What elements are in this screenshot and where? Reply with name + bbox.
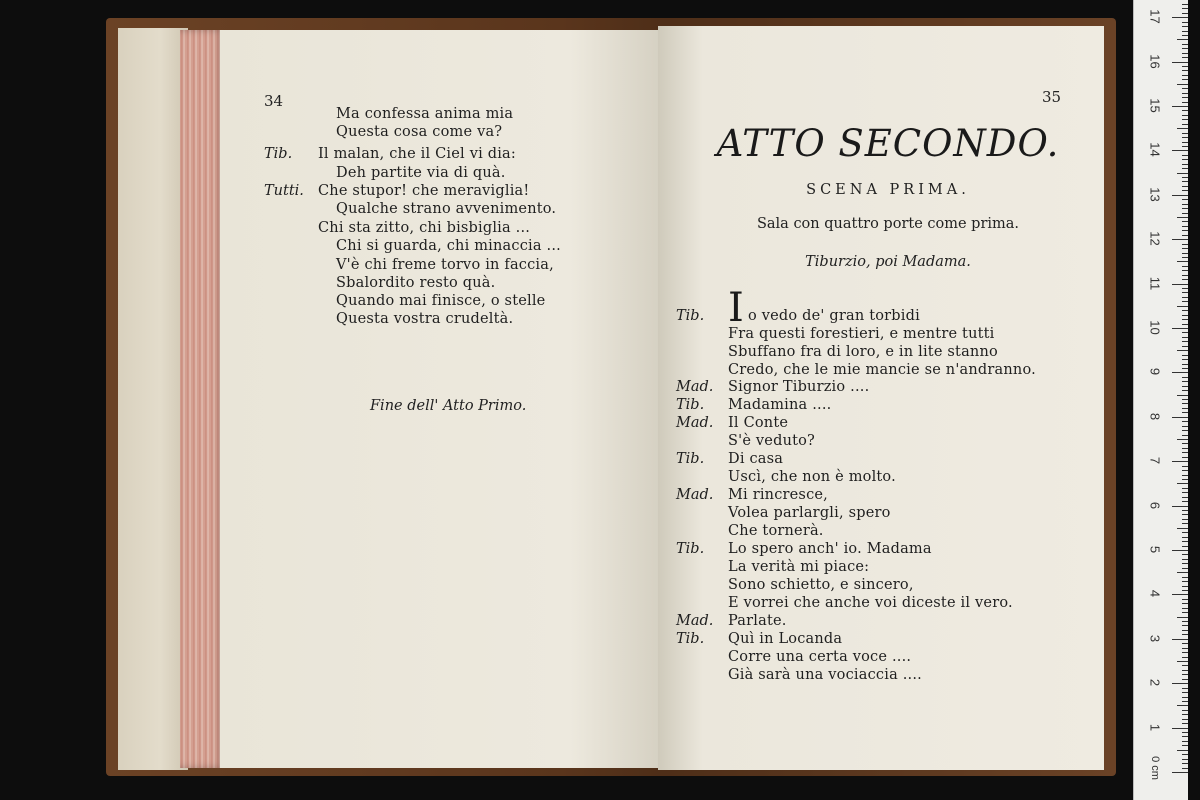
verse-line: Chi si guarda, chi minaccia ... — [336, 238, 561, 254]
left-page — [220, 30, 658, 768]
ruler-tick — [1182, 133, 1188, 134]
ruler-tick — [1172, 62, 1188, 63]
speaker: Tutti. — [264, 183, 304, 199]
ruler-tick — [1182, 559, 1188, 560]
ruler-tick — [1177, 750, 1188, 751]
ruler-tick — [1177, 173, 1188, 174]
verse-line: Sono schietto, e sincero, — [728, 577, 914, 593]
ruler-tick — [1182, 519, 1188, 520]
ruler-tick — [1182, 412, 1188, 413]
ruler-tick — [1182, 377, 1188, 378]
ruler-tick — [1172, 506, 1188, 507]
ruler-tick — [1182, 97, 1188, 98]
ruler-tick — [1182, 230, 1188, 231]
measuring-ruler — [1133, 0, 1188, 800]
ruler-tick — [1182, 643, 1188, 644]
ruler-tick — [1182, 244, 1188, 245]
verse-line: Sbalordito resto quà. — [336, 275, 496, 291]
ruler-tick — [1182, 665, 1188, 666]
ruler-tick — [1182, 763, 1188, 764]
ruler-tick — [1182, 137, 1188, 138]
ruler-tick — [1182, 226, 1188, 227]
speaker: Mad. — [676, 379, 714, 395]
ruler-tick — [1182, 124, 1188, 125]
ruler-tick — [1182, 164, 1188, 165]
ruler-tick — [1172, 461, 1188, 462]
ruler-number: 4 — [1147, 590, 1163, 598]
ruler-tick — [1177, 661, 1188, 662]
ruler-tick — [1182, 257, 1188, 258]
ruler-tick — [1182, 181, 1188, 182]
ruler-tick — [1182, 577, 1188, 578]
ruler-tick — [1182, 688, 1188, 689]
ruler-tick — [1182, 768, 1188, 769]
ruler-tick — [1182, 275, 1188, 276]
verse-line: Già sarà una vociaccia .... — [728, 667, 922, 683]
verse-line: La verità mi piace: — [728, 559, 870, 575]
ruler-number: 6 — [1147, 501, 1163, 509]
ruler-tick — [1182, 608, 1188, 609]
ruler-tick — [1182, 554, 1188, 555]
ruler-tick — [1182, 457, 1188, 458]
ruler-tick — [1182, 510, 1188, 511]
ruler-tick — [1182, 22, 1188, 23]
ruler-tick — [1182, 159, 1188, 160]
speaker: Tib. — [676, 397, 705, 413]
ruler-tick — [1172, 639, 1188, 640]
ruler-tick — [1182, 235, 1188, 236]
verse-line: Lo spero anch' io. Madama — [728, 541, 932, 557]
ruler-number: 9 — [1147, 368, 1163, 376]
ruler-tick — [1177, 306, 1188, 307]
scene-setting: Sala con quattro porte come prima. — [756, 216, 1020, 232]
ruler-tick — [1182, 35, 1188, 36]
ruler-tick — [1182, 745, 1188, 746]
ruler-number: 13 — [1147, 187, 1163, 202]
verse-line: Parlate. — [728, 613, 787, 629]
ruler-tick — [1182, 541, 1188, 542]
ruler-tick — [1172, 239, 1188, 240]
ruler-tick — [1182, 253, 1188, 254]
ruler-number: 10 — [1147, 320, 1163, 335]
ruler-tick — [1182, 208, 1188, 209]
speaker: Tib. — [264, 146, 293, 162]
ruler-number: 15 — [1147, 98, 1163, 113]
verse-line: o vedo de' gran torbidi — [748, 308, 920, 324]
ruler-number: 7 — [1147, 457, 1163, 465]
ruler-tick — [1182, 714, 1188, 715]
ruler-tick — [1182, 634, 1188, 635]
verse-line: Volea parlargli, spero — [728, 505, 891, 521]
ruler-tick — [1182, 199, 1188, 200]
ruler-tick — [1182, 421, 1188, 422]
ruler-tick — [1182, 53, 1188, 54]
ruler-tick — [1182, 479, 1188, 480]
ruler-tick — [1182, 430, 1188, 431]
ruler-tick — [1182, 79, 1188, 80]
ruler-tick — [1182, 319, 1188, 320]
ruler-tick — [1182, 119, 1188, 120]
verse-line: Corre una certa voce .... — [728, 649, 912, 665]
ruler-tick — [1182, 332, 1188, 333]
ruler-tick — [1182, 719, 1188, 720]
ruler-tick — [1182, 142, 1188, 143]
ruler-tick — [1182, 732, 1188, 733]
ruler-tick — [1177, 350, 1188, 351]
verse-line: Di casa — [728, 451, 784, 467]
page-number-right: 35 — [1042, 88, 1062, 106]
verse-line: Quando mai finisce, o stelle — [336, 293, 546, 309]
ruler-tick — [1182, 674, 1188, 675]
act-end-note: Fine dell' Atto Primo. — [370, 398, 527, 414]
ruler-tick — [1182, 110, 1188, 111]
ruler-tick — [1182, 301, 1188, 302]
ruler-tick — [1172, 372, 1188, 373]
ruler-number: 12 — [1147, 231, 1163, 246]
right-page — [658, 26, 1104, 770]
verse-line: Credo, che le mie mancie se n'andranno. — [728, 362, 1036, 378]
ruler-tick — [1182, 93, 1188, 94]
ruler-tick — [1182, 670, 1188, 671]
speaker: Mad. — [676, 487, 714, 503]
ruler-tick — [1182, 324, 1188, 325]
ruler-tick — [1182, 546, 1188, 547]
ruler-tick — [1182, 155, 1188, 156]
ruler-tick — [1182, 115, 1188, 116]
ruler-tick — [1182, 266, 1188, 267]
verse-line: Madamina .... — [728, 397, 832, 413]
ruler-tick — [1182, 563, 1188, 564]
ruler-tick — [1182, 204, 1188, 205]
verse-line: S'è veduto? — [728, 433, 816, 449]
ruler-tick — [1172, 106, 1188, 107]
ruler-tick — [1182, 452, 1188, 453]
speaker: Mad. — [676, 613, 714, 629]
ruler-tick — [1182, 66, 1188, 67]
ruler-tick — [1182, 221, 1188, 222]
ruler-tick — [1182, 501, 1188, 502]
ruler-tick — [1182, 625, 1188, 626]
ruler-tick — [1182, 26, 1188, 27]
ruler-tick — [1172, 328, 1188, 329]
ruler-tick — [1182, 612, 1188, 613]
ruler-number: 2 — [1147, 679, 1163, 687]
ruler-tick — [1177, 483, 1188, 484]
ruler-tick — [1182, 297, 1188, 298]
ruler-tick — [1182, 364, 1188, 365]
ruler-tick — [1182, 692, 1188, 693]
ruler-tick — [1182, 581, 1188, 582]
ruler-tick — [1182, 146, 1188, 147]
ruler-tick — [1182, 292, 1188, 293]
ruler-tick — [1182, 710, 1188, 711]
ruler-tick — [1172, 683, 1188, 684]
ruler-number: 14 — [1147, 142, 1163, 158]
ruler-tick — [1182, 337, 1188, 338]
ruler-tick — [1182, 8, 1188, 9]
ruler-tick — [1182, 4, 1188, 5]
drop-cap: I — [728, 285, 744, 331]
ruler-tick — [1182, 13, 1188, 14]
ruler-tick — [1182, 586, 1188, 587]
act-title: ATTO SECONDO. — [716, 122, 1060, 165]
ruler-tick — [1182, 697, 1188, 698]
verse-line: Uscì, che non è molto. — [728, 469, 896, 485]
verse-line: Il malan, che il Ciel vi dia: — [318, 146, 516, 162]
ruler-tick — [1182, 759, 1188, 760]
ruler-tick — [1182, 75, 1188, 76]
ruler-tick — [1172, 195, 1188, 196]
ruler-tick — [1182, 88, 1188, 89]
ruler-tick — [1182, 701, 1188, 702]
flyleaf — [118, 28, 188, 770]
ruler-tick — [1182, 523, 1188, 524]
ruler-tick — [1182, 381, 1188, 382]
ruler-tick — [1182, 44, 1188, 45]
ruler-tick — [1182, 390, 1188, 391]
ruler-tick — [1182, 102, 1188, 103]
ruler-tick — [1182, 270, 1188, 271]
ruler-tick — [1182, 346, 1188, 347]
ruler-tick — [1177, 617, 1188, 618]
verse-line: Questa vostra crudeltà. — [336, 311, 514, 327]
verse-line: Chi sta zitto, chi bisbiglia ... — [318, 220, 531, 236]
ruler-tick — [1182, 315, 1188, 316]
ruler-tick — [1182, 443, 1188, 444]
scene-characters: Tiburzio, poi Madama. — [805, 254, 971, 270]
ruler-tick — [1177, 217, 1188, 218]
ruler-number: 11 — [1147, 276, 1163, 290]
ruler-tick — [1182, 403, 1188, 404]
ruler-tick — [1182, 31, 1188, 32]
ruler-unit-label: 0 cm — [1149, 756, 1161, 780]
ruler-tick — [1182, 657, 1188, 658]
ruler-tick — [1182, 426, 1188, 427]
ruler-tick — [1182, 723, 1188, 724]
verse-line: Questa cosa come va? — [336, 124, 503, 140]
ruler-tick — [1182, 514, 1188, 515]
ruler-tick — [1182, 630, 1188, 631]
speaker: Tib. — [676, 308, 705, 324]
ruler-tick — [1182, 652, 1188, 653]
verse-line: E vorrei che anche voi diceste il vero. — [728, 595, 1013, 611]
speaker: Tib. — [676, 541, 705, 557]
speaker: Tib. — [676, 451, 705, 467]
ruler-tick — [1177, 705, 1188, 706]
verse-line: Signor Tiburzio .... — [728, 379, 870, 395]
ruler-tick — [1182, 466, 1188, 467]
ruler-tick — [1182, 399, 1188, 400]
ruler-tick — [1182, 408, 1188, 409]
ruler-tick — [1177, 261, 1188, 262]
ruler-number: 8 — [1147, 412, 1163, 420]
ruler-tick — [1177, 128, 1188, 129]
verse-line: Il Conte — [728, 415, 789, 431]
ruler-tick — [1172, 284, 1188, 285]
speaker: Tib. — [676, 631, 705, 647]
ruler-tick — [1182, 57, 1188, 58]
ruler-tick — [1182, 386, 1188, 387]
ruler-tick — [1177, 528, 1188, 529]
ruler-tick — [1172, 772, 1188, 773]
ruler-tick — [1172, 594, 1188, 595]
ruler-tick — [1182, 70, 1188, 71]
ruler-tick — [1182, 648, 1188, 649]
verse-line: Ma confessa anima mia — [336, 106, 514, 122]
ruler-tick — [1182, 470, 1188, 471]
verse-line: Quì in Locanda — [728, 631, 843, 647]
ruler-number: 3 — [1147, 634, 1163, 642]
ruler-tick — [1182, 448, 1188, 449]
verse-line: Fra questi forestieri, e mentre tutti — [728, 326, 995, 342]
ruler-tick — [1182, 679, 1188, 680]
ruler-tick — [1182, 279, 1188, 280]
verse-line: Sbuffano fra di loro, e in lite stanno — [728, 344, 998, 360]
ruler-tick — [1182, 754, 1188, 755]
ruler-tick — [1182, 590, 1188, 591]
ruler-tick — [1172, 17, 1188, 18]
ruler-tick — [1182, 599, 1188, 600]
ruler-tick — [1182, 248, 1188, 249]
speaker: Mad. — [676, 415, 714, 431]
verse-line: Deh partite via di quà. — [336, 165, 506, 181]
ruler-tick — [1182, 621, 1188, 622]
verse-line: Qualche strano avvenimento. — [336, 201, 557, 217]
ruler-number: 5 — [1147, 545, 1163, 554]
verse-line: Che stupor! che meraviglia! — [318, 183, 530, 199]
ruler-tick — [1182, 186, 1188, 187]
ruler-tick — [1177, 39, 1188, 40]
ruler-tick — [1182, 48, 1188, 49]
ruler-tick — [1182, 341, 1188, 342]
ruler-tick — [1172, 417, 1188, 418]
ruler-tick — [1182, 741, 1188, 742]
verse-line: V'è chi freme torvo in faccia, — [336, 257, 554, 273]
ruler-tick — [1172, 728, 1188, 729]
ruler-tick — [1182, 213, 1188, 214]
ruler-tick — [1182, 190, 1188, 191]
ruler-tick — [1182, 537, 1188, 538]
ruler-tick — [1182, 435, 1188, 436]
ruler-tick — [1182, 288, 1188, 289]
ruler-tick — [1182, 532, 1188, 533]
ruler-tick — [1172, 550, 1188, 551]
ruler-tick — [1182, 492, 1188, 493]
ruler-tick — [1177, 84, 1188, 85]
ruler-tick — [1182, 736, 1188, 737]
ruler-tick — [1182, 355, 1188, 356]
ruler-tick — [1182, 497, 1188, 498]
ruler-number: 17 — [1147, 9, 1163, 24]
ruler-tick — [1172, 150, 1188, 151]
ruler-tick — [1182, 488, 1188, 489]
ruler-number: 1 — [1147, 723, 1163, 731]
ruler-tick — [1182, 168, 1188, 169]
ruler-tick — [1182, 568, 1188, 569]
ruler-number: 16 — [1147, 53, 1163, 69]
ruler-tick — [1182, 475, 1188, 476]
ruler-tick — [1182, 177, 1188, 178]
ruler-tick — [1177, 395, 1188, 396]
ruler-tick — [1177, 439, 1188, 440]
ruler-tick — [1182, 368, 1188, 369]
verse-line: Che tornerà. — [728, 523, 824, 539]
ruler-tick — [1182, 603, 1188, 604]
ruler-tick — [1182, 310, 1188, 311]
ruler-tick — [1177, 572, 1188, 573]
verse-line: Mi rincresce, — [728, 487, 828, 503]
ruler-tick — [1182, 359, 1188, 360]
scene-title: SCENA PRIMA. — [806, 182, 970, 198]
page-number-left: 34 — [264, 92, 284, 110]
